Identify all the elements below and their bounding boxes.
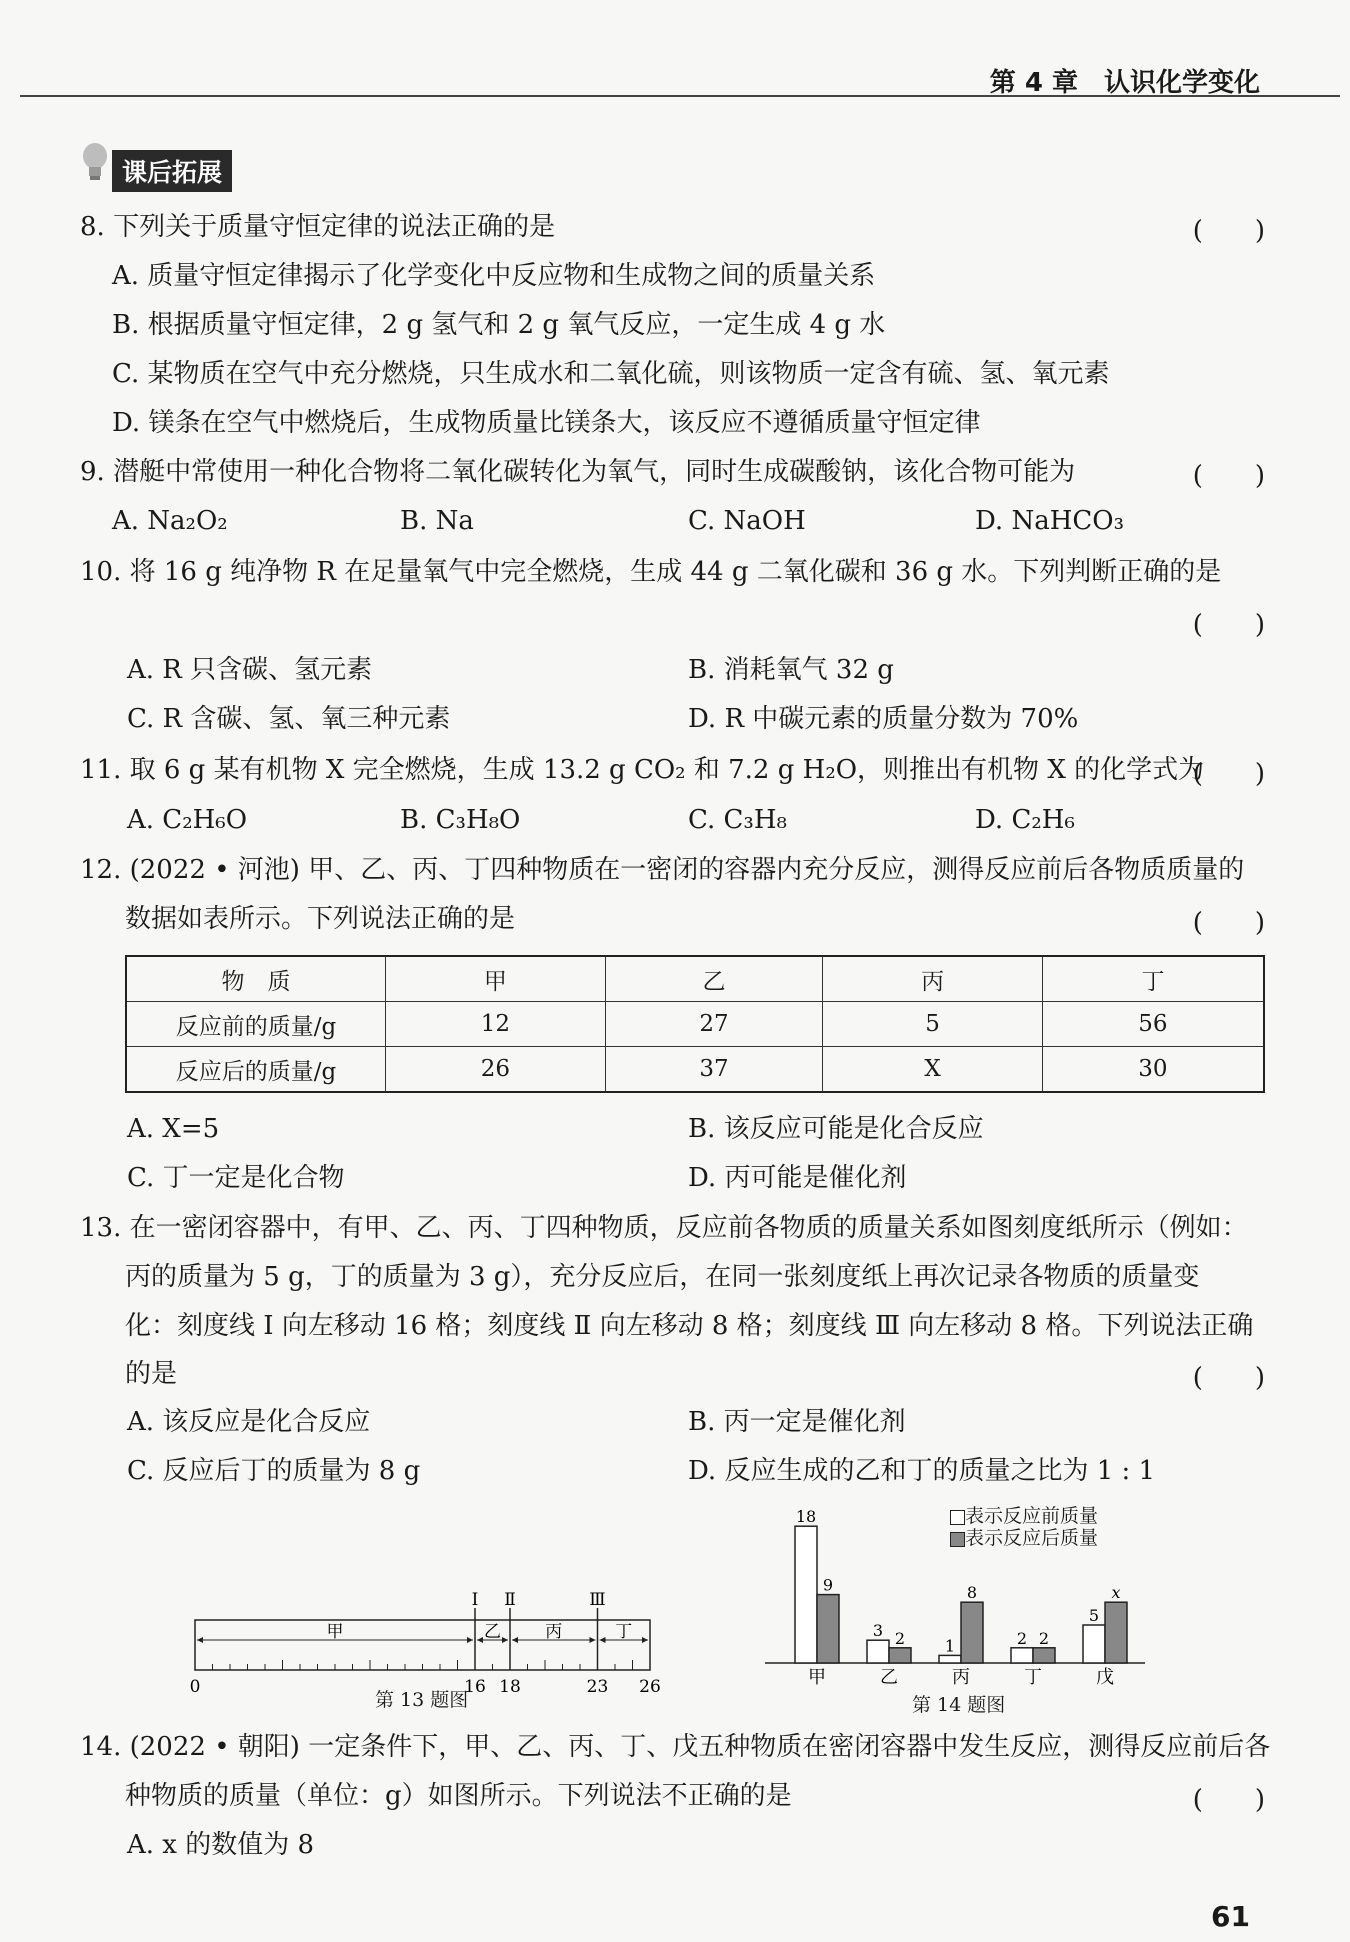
bar-before: [867, 1640, 889, 1663]
bar-after-label: 8: [966, 1583, 978, 1603]
table-header-cell: 乙: [605, 956, 823, 1002]
q14-stem-line1: 14. (2022 • 朝阳) 一定条件下，甲、乙、丙、丁、戊五种物质在密闭容器中发生反应，测得反应前后各: [80, 1732, 1271, 1762]
category-label: 戊: [1096, 1667, 1114, 1688]
bar-before-label: 18: [795, 1507, 817, 1527]
table-header-cell: 丙: [823, 956, 1043, 1002]
bar-before: [1011, 1648, 1033, 1663]
q13-option-d[interactable]: D. 反应生成的乙和丁的质量之比为 1 : 1: [688, 1456, 1156, 1486]
q13-stem-line4: 的是: [125, 1359, 178, 1389]
segment-label: 乙: [484, 1622, 501, 1642]
table-header-cell: 物 质: [126, 956, 386, 1002]
bar-after: [889, 1648, 911, 1663]
table-row: [126, 1047, 1264, 1093]
q10-option-b[interactable]: B. 消耗氧气 32 g: [688, 655, 894, 685]
q8-option-a[interactable]: A. 质量守恒定律揭示了化学变化中反应物和生成物之间的质量关系: [112, 261, 876, 291]
q11-option-b[interactable]: B. C₃H₈O: [400, 805, 521, 835]
q13-option-b[interactable]: B. 丙一定是催化剂: [688, 1407, 906, 1437]
table-cell: 反应前的质量/g: [126, 1002, 386, 1047]
q8-answer-blank[interactable]: ( ): [1192, 216, 1265, 246]
category-label: 甲: [808, 1667, 826, 1688]
bar-after: [961, 1602, 983, 1663]
q12-stem-line2: 数据如表所示。下列说法正确的是: [125, 904, 516, 934]
segment-arrowhead: [467, 1637, 473, 1643]
legend-swatch-before: [950, 1510, 965, 1525]
bar-after-label: 2: [894, 1628, 906, 1648]
table-cell: 30: [1042, 1047, 1264, 1093]
q12-option-c[interactable]: C. 丁一定是化合物: [127, 1163, 345, 1193]
q14-option-a[interactable]: A. x 的数值为 8: [127, 1830, 315, 1860]
scale-mark-label: Ⅲ: [589, 1590, 606, 1610]
segment-arrowhead: [642, 1637, 648, 1643]
bar-before-label: 2: [1016, 1628, 1028, 1648]
table-header-cell: 甲: [386, 956, 606, 1002]
q8-stem: 8. 下列关于质量守恒定律的说法正确的是: [80, 212, 556, 242]
q13-stem-line2: 丙的质量为 5 g，丁的质量为 3 g），充分反应后，在同一张刻度纸上再次记录各物质的质量变: [125, 1262, 1200, 1292]
scale-tick-label: 26: [639, 1677, 661, 1697]
scale-tick-label: 16: [464, 1677, 486, 1697]
q8-option-c[interactable]: C. 某物质在空气中充分燃烧，只生成水和二氧化硫，则该物质一定含有硫、氢、氧元素: [112, 359, 1110, 389]
lightbulb-icon: [80, 142, 110, 182]
q13-stem-line1: 13. 在一密闭容器中，有甲、乙、丙、丁四种物质，反应前各物质的质量关系如图刻度纸所示（例如：: [80, 1213, 1248, 1243]
q10-option-a[interactable]: A. R 只含碳、氢元素: [127, 655, 373, 685]
bar-after: [817, 1595, 839, 1663]
category-label: 丁: [1024, 1667, 1042, 1688]
bar-before: [795, 1526, 817, 1663]
q9-option-d[interactable]: D. NaHCO₃: [975, 506, 1125, 536]
q14-stem-line2: 种物质的质量（单位：g）如图所示。下列说法不正确的是: [125, 1781, 792, 1811]
q11-answer-blank[interactable]: ( ): [1192, 759, 1265, 789]
segment-label: 甲: [326, 1622, 344, 1642]
segment-arrowhead: [590, 1637, 596, 1643]
segment-arrowhead: [512, 1637, 518, 1643]
bar-before-label: 1: [944, 1636, 956, 1656]
segment-arrowhead: [600, 1637, 606, 1643]
bar-after-label: 9: [822, 1575, 834, 1595]
q9-option-c[interactable]: C. NaOH: [688, 506, 806, 536]
category-label: 乙: [880, 1667, 898, 1688]
fig13-caption: 第 13 题图: [375, 1689, 469, 1711]
q9-option-a[interactable]: A. Na₂O₂: [112, 506, 228, 536]
scale-frame: [195, 1620, 650, 1670]
q13-option-c[interactable]: C. 反应后丁的质量为 8 g: [127, 1456, 421, 1486]
segment-label: 丙: [545, 1622, 563, 1642]
table-header-row: [126, 956, 1264, 1002]
q9-stem: 9. 潜艇中常使用一种化合物将二氧化碳转化为氧气，同时生成碳酸钠，该化合物可能为: [80, 457, 1076, 487]
section-badge: 课后拓展: [112, 150, 232, 192]
scale-mark-label: Ⅱ: [504, 1590, 516, 1610]
segment-arrowhead: [502, 1637, 508, 1643]
category-label: 丙: [952, 1667, 970, 1688]
legend-item-after: [950, 1527, 1098, 1549]
segment-label: 丁: [615, 1622, 633, 1642]
scale-tick-label: 18: [499, 1677, 521, 1697]
q8-option-b[interactable]: B. 根据质量守恒定律，2 g 氢气和 2 g 氧气反应，一定生成 4 g 水: [112, 310, 886, 340]
q11-stem: 11. 取 6 g 某有机物 X 完全燃烧，生成 13.2 g CO₂ 和 7.2 g H₂O，则推出有机物 X 的化学式为: [80, 755, 1205, 785]
legend-swatch-after: [950, 1532, 965, 1547]
table-cell: 56: [1042, 1002, 1264, 1047]
scale-tick-label: 23: [586, 1677, 609, 1697]
scale-mark-label: Ⅰ: [471, 1590, 479, 1610]
bar-after: [1105, 1602, 1127, 1663]
scale-tick-label: 0: [189, 1677, 201, 1697]
segment-arrowhead: [477, 1637, 483, 1643]
bar-after-label: x: [1111, 1583, 1121, 1603]
page-number: 61: [1211, 1900, 1250, 1933]
q12-stem-line1: 12. (2022 • 河池) 甲、乙、丙、丁四种物质在一密闭的容器内充分反应，测得反应前后各物质质量的: [80, 855, 1245, 885]
table-cell: 26: [386, 1047, 606, 1093]
q12-data-table: [125, 955, 1265, 1093]
q13-stem-line3: 化：刻度线 Ⅰ 向左移动 16 格；刻度线 Ⅱ 向左移动 8 格；刻度线 Ⅲ 向左移动 8 格。下列说法正确: [125, 1311, 1254, 1341]
q9-option-b[interactable]: B. Na: [400, 506, 474, 536]
bar-after-label: 2: [1038, 1628, 1050, 1648]
q8-option-d[interactable]: D. 镁条在空气中燃烧后，生成物质量比镁条大，该反应不遵循质量守恒定律: [112, 408, 981, 438]
q12-answer-blank[interactable]: ( ): [1192, 908, 1265, 938]
segment-arrowhead: [197, 1637, 203, 1643]
q9-answer-blank[interactable]: ( ): [1192, 461, 1265, 491]
q11-option-c[interactable]: C. C₃H₈: [688, 805, 787, 835]
q11-option-a[interactable]: A. C₂H₆O: [127, 805, 248, 835]
q11-option-d[interactable]: D. C₂H₆: [975, 805, 1075, 835]
legend-label-before: 表示反应前质量: [965, 1505, 1099, 1527]
q10-option-d[interactable]: D. R 中碳元素的质量分数为 70%: [688, 704, 1079, 734]
chapter-header: 第 4 章 认识化学变化: [989, 68, 1260, 98]
table-cell: 5: [823, 1002, 1043, 1047]
fig14-legend: [950, 1505, 1098, 1549]
q14-answer-blank[interactable]: ( ): [1192, 1785, 1265, 1815]
q12-option-b[interactable]: B. 该反应可能是化合反应: [688, 1114, 984, 1144]
q13-option-a[interactable]: A. 该反应是化合反应: [127, 1407, 371, 1437]
table-cell: 反应后的质量/g: [126, 1047, 386, 1093]
table-cell: X: [823, 1047, 1043, 1093]
table-header-cell: 丁: [1042, 956, 1264, 1002]
table-cell: 37: [605, 1047, 823, 1093]
table-cell: 27: [605, 1002, 823, 1047]
q10-stem: 10. 将 16 g 纯净物 R 在足量氧气中完全燃烧，生成 44 g 二氧化碳和 36 g 水。下列判断正确的是: [80, 557, 1222, 587]
header-rule: [20, 95, 1340, 97]
q12-option-d[interactable]: D. 丙可能是催化剂: [688, 1163, 907, 1193]
q13-answer-blank[interactable]: ( ): [1192, 1363, 1265, 1393]
q12-option-a[interactable]: A. X=5: [127, 1114, 220, 1144]
q10-answer-blank[interactable]: ( ): [1192, 610, 1265, 640]
fig14-caption: 第 14 题图: [912, 1694, 1006, 1716]
table-row: [126, 1002, 1264, 1047]
legend-item-before: [950, 1505, 1098, 1527]
bar-before: [939, 1655, 961, 1663]
bar-before-label: 3: [872, 1621, 884, 1641]
bar-before-label: 5: [1088, 1606, 1100, 1625]
bar-after: [1033, 1648, 1055, 1663]
q10-option-c[interactable]: C. R 含碳、氢、氧三种元素: [127, 704, 451, 734]
legend-label-after: 表示反应后质量: [965, 1527, 1099, 1549]
table-cell: 12: [386, 1002, 606, 1047]
bar-before: [1083, 1625, 1105, 1663]
